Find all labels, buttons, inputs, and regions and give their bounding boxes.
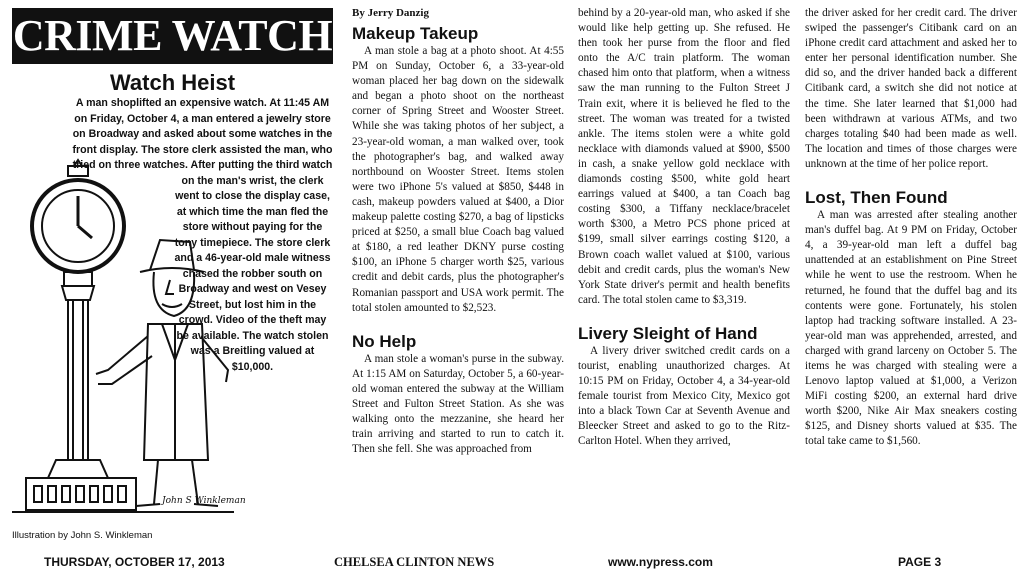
nohelp-article-text: A man stole a woman's purse in the subway. At 1:15 AM on Saturday, October 5, a 60-year-old woman entered the subway at the William Street and Fulton Street Station. As she was walking onto the mezzanine, she heard her train arriving and started to run to catch it. Then she fell. She was approached from: [352, 352, 564, 456]
footer-date: THURSDAY, OCTOBER 17, 2013: [44, 555, 225, 569]
illustration-credit: Illustration by John S. Winkleman: [12, 530, 153, 541]
livery-article-continued: the driver asked for her credit card. The driver swiped the passenger's Citibank card on an iPhone credit card attachment and asked her to enter her personal identification number. She did so, and the driver handed back a different Citibank card, a switch she did not notice at the time. She later learned that $1,000 had been withdrawn at various ATMs, and two charges totaling $40 had been made as well. The location and times of those charges were unknown at the time of her police report.: [805, 7, 1017, 170]
footer-paper-name: CHELSEA CLINTON NEWS: [334, 555, 495, 569]
livery-headline: Livery Sleight of Hand: [578, 323, 758, 343]
byline: By Jerry Danzig: [352, 7, 429, 19]
illustration-signature: John S Winkleman: [162, 496, 246, 506]
sidebar-headline: Watch Heist: [109, 70, 236, 95]
column-2: [578, 6, 790, 546]
column-1: [352, 6, 564, 546]
sidebar-article-text: A man shoplifted an expensive watch. At 11:45 AM on Friday, October 4, a man entered a jewelry store on Broadway and asked about some watches in the front display. The store clerk assisted the man, who tried on three watches. After putting the third watch on the man's wrist, the clerk went to close the display case, at which time the man fled the store without paying for the tony timepiece. The store clerk and a 46-year-old male witness chased the robber south on Broadway and west on Vesey Street, but lost him in the crowd. Video of the theft may be available. The watch stolen was a Breitling valued at $10,000.: [72, 97, 333, 373]
footer-page-number: PAGE 3: [898, 555, 942, 569]
makeup-headline: Makeup Takeup: [352, 24, 479, 43]
column-3: [805, 6, 1017, 546]
masthead-title: CRIME WATCH: [12, 8, 333, 64]
nohelp-headline: No Help: [352, 331, 417, 351]
livery-article-text: A livery driver switched credit cards on a tourist, enabling unauthorized charges. At 10:15 PM on Friday, October 4, a 34-year-old female tourist from Mexico City, Mexico got into a black Town Car at Seventh Avenue and Bleecker Street and asked to go to the Ritz-Carlton Hotel. When they arrived,: [578, 344, 790, 448]
footer-website: www.nypress.com: [608, 555, 713, 569]
makeup-article-text: A man stole a bag at a photo shoot. At 4:55 PM on Sunday, October 6, a 33-year-old woman placed her bag down on the sidewalk and began a photo shoot on the northeast corner of Spring Street and Wooster Street. While she was taking photos of her subject, a 23-year-old woman, a man walked over, took the photographer's bag, and walked away northbound on Wooster Street. Items stolen were two iPhone 5's valued at $850, $448 in cash, makeup powders valued at $400, a Dior makeup palette costing $270, a bag of lipsticks priced at $250, a small blue Coach bag valued at $180, a red leather DKNY purse costing $100, an iPhone 5 charger worth $25, various credit and debit cards, plus the photographer's Romanian passport and USA work permit. The total stolen amounted to $2,523.: [352, 45, 564, 314]
lost-article-text: A man was arrested after stealing another man's duffel bag. At 9 PM on Friday, October 4, a 39-year-old man left a duffel bag unattended at an establishment on Pine Street while he went to use the restroom. When he returned, he found that the duffel bag and its contents were gone. Fortunately, his stolen laptop had tracking software installed. A 23-year-old man was apprehended, arrested, and charged with grand larceny on October 5. The items he was charged with stealing were a Lenovo laptop valued at $1,000, a Verizon MiFi costing $200, an external hard drive worth $200, Nike Air Max sneakers costing $125, and Disney shorts valued at $35. The total take came to $1,560.: [805, 209, 1017, 448]
lost-headline: Lost, Then Found: [805, 188, 948, 208]
nohelp-article-continued: behind by a 20-year-old man, who asked if she would like help getting up. She refused. He then took her purse from the floor and fled onto the A/C train platform. The woman chased him onto that platform, when a witness saw the man running to the Fulton Street J Train exit, where it is believed he fled to the street. The woman was treated for a twisted ankle. The items stolen were a white gold necklace with diamonds valued at $900, $500 in cash, a snake yellow gold necklace with diamonds costing $500, white gold heart earrings valued at $400, a tan Coach bag costing $300, a Tiffany necklace/bracelet worth $300, a Metro PCS phone priced at $199, small silver earrings costing $120, a Brown coach wallet valued at $100, various debit and credit cards, plus the woman's New York State driver's permit and health benefits card. The total stolen came to $3,319.: [578, 7, 790, 306]
